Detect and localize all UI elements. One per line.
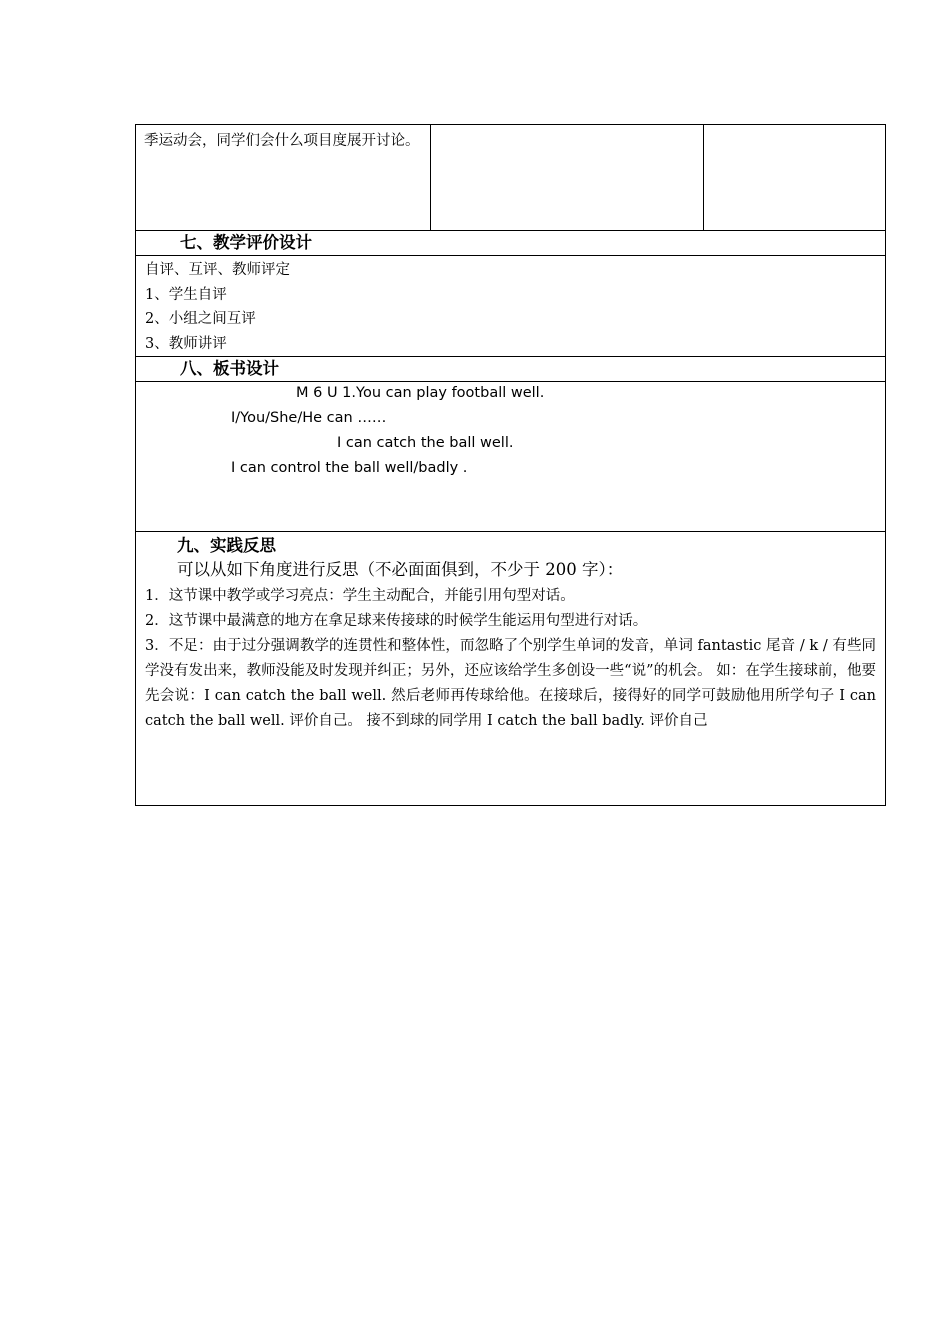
board-line-pattern: I/You/She/He can …… xyxy=(231,410,387,426)
section-9-reflection xyxy=(136,531,885,805)
evaluation-item: 1、学生自评 xyxy=(145,286,227,303)
empty-cell-middle xyxy=(430,125,703,230)
board-line-example: I can catch the ball well. xyxy=(337,435,514,451)
board-line-example: I can control the ball well/badly . xyxy=(231,460,468,476)
reflection-point: 3．不足：由于过分强调教学的连贯性和整体性，而忽略了个别学生单词的发音，单词 fantastic 尾音 / k / 有些同学没有发出来，教师没能及时发现并纠正；另外，还应该给学生多创设一些“说”的机会。 如：在学生接球前，他要先会说：I can catch the ball well. 然后老师再传球给他。在接球后，接得好的同学可鼓励他用所学句子 I can catch the ball well. 评价自己。 接不到球的同学用 I catch the ball badly. 评价自己 xyxy=(145,638,876,729)
evaluation-item: 3、教师讲评 xyxy=(145,335,227,352)
section-8-board-design xyxy=(136,381,885,531)
section-9-heading: 九、实践反思 xyxy=(177,536,276,555)
board-line-title: M 6 U 1.You can play football well. xyxy=(296,385,545,401)
section-7-heading: 七、教学评价设计 xyxy=(136,230,885,255)
evaluation-item: 2、小组之间互评 xyxy=(145,311,256,327)
section-8-heading: 八、板书设计 xyxy=(136,356,885,381)
activity-description-cell: 季运动会，同学们会什么项目度展开讨论。 xyxy=(144,133,420,149)
reflection-point: 1．这节课中教学或学习亮点：学生主动配合，并能引用句型对话。 xyxy=(145,588,575,604)
section-9-subheading: 可以从如下角度进行反思（不必面面俱到，不少于 200 字）： xyxy=(177,560,624,579)
reflection-point: 2．这节课中最满意的地方在拿足球来传接球的时候学生能运用句型进行对话。 xyxy=(145,613,648,629)
continuation-row xyxy=(136,125,885,230)
section-7-content xyxy=(136,255,885,356)
lesson-plan-table xyxy=(135,124,886,806)
empty-cell-right xyxy=(703,125,885,230)
evaluation-item: 自评、互评、教师评定 xyxy=(145,262,290,278)
